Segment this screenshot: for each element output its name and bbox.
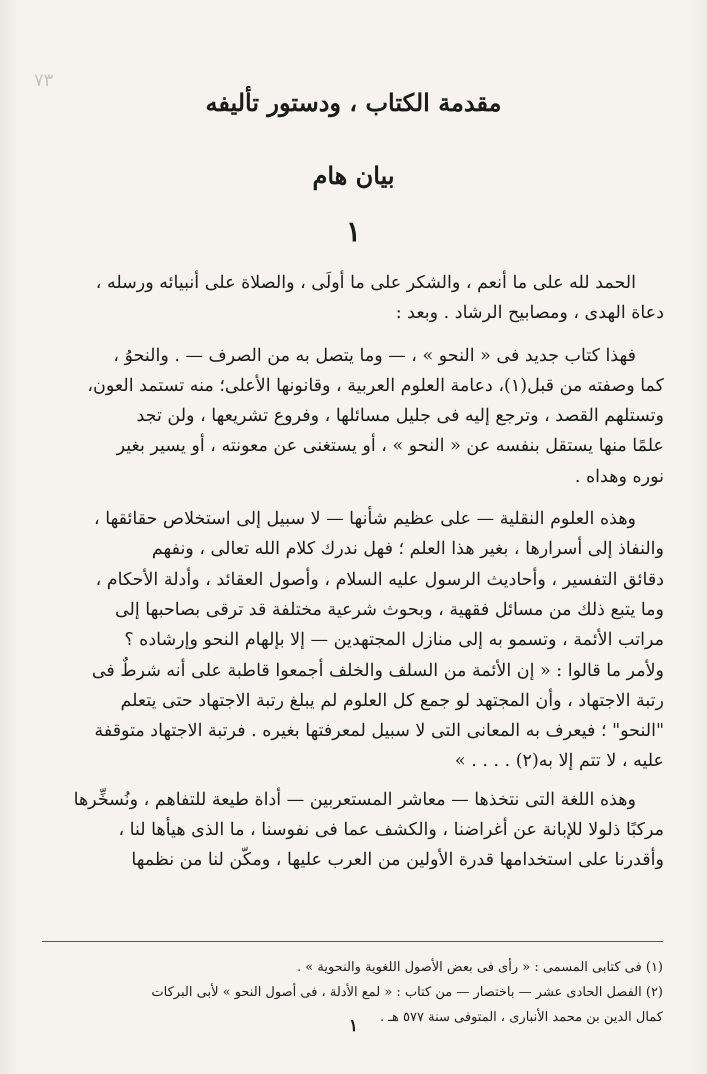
paragraph-3-line-2: والنفاذ إلى أسرارها ، بغير هذا العلم ؛ فهل ندرك كلام الله تعالى ، ونفهم — [151, 539, 664, 560]
paragraph-3-line-4: وما يتبع ذلك من مسائل فقهية ، وبحوث شرعية مختلفة قد ترقى بصاحبها إلى — [114, 599, 664, 620]
paragraph-3-line-1: وهذه العلوم النقلية — على عظيم شأنها — لا سبيل إلى استخلاص حقائقها ، — [94, 509, 636, 530]
paragraph-3-line-6: ولأمر ما قالوا : « إن الأئمة من السلف والخلف أجمعوا قاطبة على أنه شرطٌ فى — [91, 660, 664, 681]
paragraph-3-line-7: رتبة الاجتهاد ، وأن المجتهد لو جمع كل العلوم لم يبلغ رتبة الاجتهاد حتى يتعلم — [120, 690, 664, 711]
paragraph-3-line-8: "النحو" ؛ فيعرف به المعانى التى لا سبيل لمعرفتها بغيره . فرتبة الاجتهاد متوقفة — [94, 721, 664, 742]
section-heading: بيان هام — [312, 161, 395, 190]
paragraph-3-line-9: عليه ، لا تتم إلا به(٢) . . . . » — [454, 751, 664, 772]
paragraph-2-line-4: علمًا منها يستقل بنفسه عن « النحو » ، أو يستغنى عن معونته ، أو يسير بغير — [116, 436, 664, 457]
paragraph-4 — [43, 785, 664, 876]
paragraph-1 — [43, 268, 664, 329]
paragraph-4-line-1: وهذه اللغة التى نتخذها — معاشر المستعربين — أداة طيعة للتفاهم ، ونُسخِّرها — [73, 789, 636, 810]
page-number: ١ — [348, 1016, 359, 1036]
paragraph-1-line-1: الحمد لله على ما أنعم ، والشكر على ما أولَى ، والصلاة على أنبيائه ورسله ، — [95, 273, 636, 293]
section-number: ١ — [345, 215, 362, 248]
footnote-2-line-2: كمال الدين بن محمد الأنبارى ، المتوفى سنة ٥٧٧ هـ . — [379, 1010, 663, 1025]
footnote-1: (١) فى كتابى المسمى : « رأى فى بعض الأصول اللغوية والنحوية » . — [297, 960, 663, 975]
paragraph-2-line-5: نوره وهداه . — [574, 466, 664, 487]
main-text — [43, 268, 664, 876]
paragraph-2-line-3: وتستلهم القصد ، وترجع إليه فى جليل مسائلها ، وفروع تشريعها ، ولن تجد — [136, 406, 664, 427]
paragraph-2 — [43, 341, 664, 492]
paragraph-3-line-3: دقائق التفسير ، وأحاديث الرسول عليه السلام ، وأصول العقائد ، وأدلة الأحكام ، — [95, 569, 664, 590]
paragraph-2-line-1: فهذا كتاب جديد فى « النحو » ، — وما يتصل به من الصرف — . والنحوُ ، — [113, 345, 636, 366]
paragraph-3-line-5: مراتب الأئمة ، وتسمو به إلى منازل المجتهدين — إلا بإلهام النحو وإرشاده ؟ — [124, 630, 664, 651]
faint-page-marker: ٧٣ — [34, 70, 54, 91]
paragraph-2-line-2: كما وصفته من قبل(١)، دعامة العلوم العربية ، وقانونها الأعلى؛ منه تستمد العون، — [87, 375, 664, 396]
chapter-heading: مقدمة الكتاب ، ودستور تأليفه — [205, 88, 502, 117]
footnote-divider — [42, 941, 663, 942]
paragraph-4-line-3: وأقدرنا على استخدامها قدرة الأولين من العرب عليها ، ومكّن لنا من نظمها — [131, 850, 664, 871]
paragraph-1-line-2: دعاة الهدى ، ومصابيح الرشاد . وبعد : — [395, 303, 664, 324]
footnote-2-line-1: (٢) الفصل الحادى عشر — باختصار — من كتاب : « لمع الأدلة ، فى أصول النحو » لأبى البركات — [151, 985, 663, 1000]
paragraph-3 — [43, 504, 664, 777]
paragraph-4-line-2: مركبًا ذلولا للإبانة عن أغراضنا ، والكشف عما فى نفوسنا ، ما الذى هيأها لنا ، — [118, 820, 664, 841]
